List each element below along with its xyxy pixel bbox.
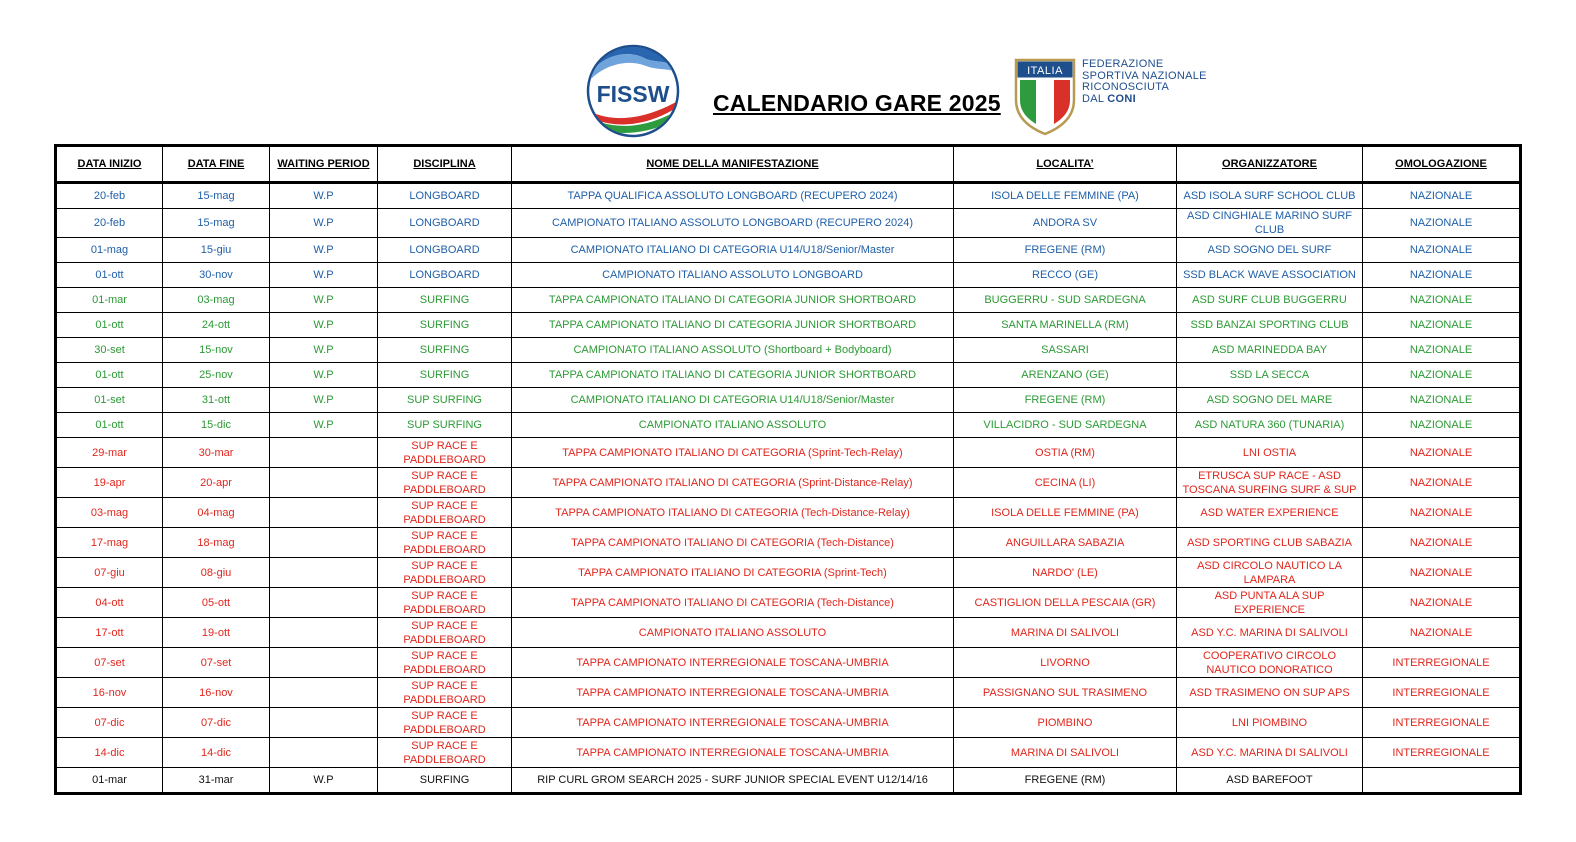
cell-waiting-period: W.P [270, 413, 378, 438]
coni-line-2: SPORTIVA NAZIONALE [1082, 69, 1207, 82]
cell-nome-manifestazione: TAPPA CAMPIONATO INTERREGIONALE TOSCANA-UMBRIA [512, 738, 954, 768]
cell-disciplina: SUP RACE E PADDLEBOARD [378, 618, 512, 648]
table-row [56, 708, 1521, 738]
cell-disciplina: SURFING [378, 313, 512, 338]
cell-data-inizio: 01-ott [56, 313, 163, 338]
table-row [56, 413, 1521, 438]
table-row [56, 678, 1521, 708]
cell-omologazione: INTERREGIONALE [1363, 648, 1521, 678]
table-row [56, 558, 1521, 588]
cell-data-fine: 15-nov [163, 338, 270, 363]
cell-disciplina: SUP RACE E PADDLEBOARD [378, 588, 512, 618]
table-row [56, 338, 1521, 363]
cell-disciplina: SUP SURFING [378, 388, 512, 413]
cell-data-inizio: 30-set [56, 338, 163, 363]
cell-localita: RECCO (GE) [954, 263, 1177, 288]
cell-localita: LIVORNO [954, 648, 1177, 678]
cell-disciplina: SUP RACE E PADDLEBOARD [378, 738, 512, 768]
col-waiting-period-header: WAITING PERIOD [270, 146, 378, 183]
cell-waiting-period: W.P [270, 388, 378, 413]
cell-waiting-period [270, 648, 378, 678]
cell-omologazione: NAZIONALE [1363, 338, 1521, 363]
cell-nome-manifestazione: CAMPIONATO ITALIANO ASSOLUTO [512, 618, 954, 648]
col-omologazione-header: OMOLOGAZIONE [1363, 146, 1521, 183]
cell-organizzatore: ASD SPORTING CLUB SABAZIA [1177, 528, 1363, 558]
cell-organizzatore: ASD CIRCOLO NAUTICO LA LAMPARA [1177, 558, 1363, 588]
cell-organizzatore: ASD WATER EXPERIENCE [1177, 498, 1363, 528]
cell-localita: VILLACIDRO - SUD SARDEGNA [954, 413, 1177, 438]
cell-data-fine: 14-dic [163, 738, 270, 768]
cell-data-inizio: 20-feb [56, 183, 163, 209]
cell-nome-manifestazione: CAMPIONATO ITALIANO ASSOLUTO LONGBOARD (RECUPERO 2024) [512, 209, 954, 238]
cell-organizzatore: LNI PIOMBINO [1177, 708, 1363, 738]
cell-waiting-period [270, 558, 378, 588]
cell-localita: CASTIGLION DELLA PESCAIA (GR) [954, 588, 1177, 618]
cell-data-inizio: 17-mag [56, 528, 163, 558]
cell-data-fine: 03-mag [163, 288, 270, 313]
cell-data-inizio: 29-mar [56, 438, 163, 468]
cell-localita: ANDORA SV [954, 209, 1177, 238]
cell-data-fine: 19-ott [163, 618, 270, 648]
cell-waiting-period: W.P [270, 209, 378, 238]
cell-data-inizio: 07-set [56, 648, 163, 678]
cell-waiting-period [270, 588, 378, 618]
cell-localita: NARDO' (LE) [954, 558, 1177, 588]
cell-localita: FREGENE (RM) [954, 238, 1177, 263]
cell-organizzatore: ETRUSCA SUP RACE - ASD TOSCANA SURFING SURF & SUP [1177, 468, 1363, 498]
cell-data-fine: 15-mag [163, 209, 270, 238]
cell-omologazione: NAZIONALE [1363, 468, 1521, 498]
cell-disciplina: SURFING [378, 288, 512, 313]
fissw-logo-text: FISSW [596, 81, 670, 107]
cell-waiting-period: W.P [270, 183, 378, 209]
cell-data-fine: 15-mag [163, 183, 270, 209]
cell-disciplina: LONGBOARD [378, 183, 512, 209]
cell-data-fine: 07-set [163, 648, 270, 678]
cell-organizzatore: ASD PUNTA ALA SUP EXPERIENCE [1177, 588, 1363, 618]
col-data-inizio-header: DATA INIZIO [56, 146, 163, 183]
cell-omologazione: NAZIONALE [1363, 388, 1521, 413]
cell-nome-manifestazione: RIP CURL GROM SEARCH 2025 - SURF JUNIOR SPECIAL EVENT U12/14/16 [512, 768, 954, 794]
cell-nome-manifestazione: CAMPIONATO ITALIANO DI CATEGORIA U14/U18/Senior/Master [512, 238, 954, 263]
cell-data-fine: 30-nov [163, 263, 270, 288]
cell-data-inizio: 14-dic [56, 738, 163, 768]
table-row [56, 288, 1521, 313]
cell-nome-manifestazione: TAPPA QUALIFICA ASSOLUTO LONGBOARD (RECUPERO 2024) [512, 183, 954, 209]
cell-omologazione: NAZIONALE [1363, 618, 1521, 648]
cell-organizzatore: SSD LA SECCA [1177, 363, 1363, 388]
cell-data-inizio: 20-feb [56, 209, 163, 238]
cell-omologazione: NAZIONALE [1363, 263, 1521, 288]
coni-line-3: RICONOSCIUTA [1082, 81, 1170, 93]
cell-disciplina: LONGBOARD [378, 209, 512, 238]
cell-omologazione: NAZIONALE [1363, 498, 1521, 528]
cell-omologazione [1363, 768, 1521, 794]
cell-disciplina: SUP RACE E PADDLEBOARD [378, 708, 512, 738]
table-row [56, 363, 1521, 388]
cell-data-fine: 25-nov [163, 363, 270, 388]
cell-organizzatore: ASD CINGHIALE MARINO SURF CLUB [1177, 209, 1363, 238]
cell-localita: OSTIA (RM) [954, 438, 1177, 468]
cell-disciplina: SURFING [378, 768, 512, 794]
cell-data-inizio: 19-apr [56, 468, 163, 498]
cell-omologazione: NAZIONALE [1363, 238, 1521, 263]
coni-line-4-bold: CONI [1107, 92, 1136, 105]
cell-localita: CECINA (LI) [954, 468, 1177, 498]
cell-nome-manifestazione: CAMPIONATO ITALIANO ASSOLUTO (Shortboard + Bodyboard) [512, 338, 954, 363]
cell-disciplina: LONGBOARD [378, 238, 512, 263]
page-title: CALENDARIO GARE 2025 [713, 90, 1001, 116]
cell-nome-manifestazione: TAPPA CAMPIONATO ITALIANO DI CATEGORIA (Sprint-Distance-Relay) [512, 468, 954, 498]
cell-organizzatore: ASD SURF CLUB BUGGERRU [1177, 288, 1363, 313]
cell-omologazione: NAZIONALE [1363, 438, 1521, 468]
cell-nome-manifestazione: TAPPA CAMPIONATO INTERREGIONALE TOSCANA-UMBRIA [512, 678, 954, 708]
cell-organizzatore: ASD ISOLA SURF SCHOOL CLUB [1177, 183, 1363, 209]
cell-nome-manifestazione: TAPPA CAMPIONATO INTERREGIONALE TOSCANA-UMBRIA [512, 708, 954, 738]
cell-omologazione: NAZIONALE [1363, 413, 1521, 438]
cell-waiting-period [270, 468, 378, 498]
col-data-fine-header: DATA FINE [163, 146, 270, 183]
cell-data-inizio: 04-ott [56, 588, 163, 618]
cell-localita: ISOLA DELLE FEMMINE (PA) [954, 183, 1177, 209]
cell-nome-manifestazione: TAPPA CAMPIONATO ITALIANO DI CATEGORIA JUNIOR SHORTBOARD [512, 288, 954, 313]
cell-organizzatore: SSD BANZAI SPORTING CLUB [1177, 313, 1363, 338]
cell-waiting-period [270, 738, 378, 768]
table-row [56, 768, 1521, 794]
coni-logo [1014, 58, 1214, 138]
cell-data-fine: 04-mag [163, 498, 270, 528]
cell-data-inizio: 01-mag [56, 238, 163, 263]
table-row [56, 209, 1521, 238]
table-row [56, 738, 1521, 768]
cell-data-fine: 15-dic [163, 413, 270, 438]
cell-nome-manifestazione: TAPPA CAMPIONATO ITALIANO DI CATEGORIA JUNIOR SHORTBOARD [512, 363, 954, 388]
cell-data-fine: 08-giu [163, 558, 270, 588]
cell-waiting-period: W.P [270, 263, 378, 288]
cell-organizzatore: ASD Y.C. MARINA DI SALIVOLI [1177, 738, 1363, 768]
calendar-table [54, 144, 1522, 795]
cell-disciplina: SUP RACE E PADDLEBOARD [378, 468, 512, 498]
cell-disciplina: SUP RACE E PADDLEBOARD [378, 528, 512, 558]
cell-nome-manifestazione: CAMPIONATO ITALIANO ASSOLUTO LONGBOARD [512, 263, 954, 288]
cell-data-inizio: 01-ott [56, 263, 163, 288]
cell-data-inizio: 01-mar [56, 768, 163, 794]
cell-disciplina: SUP RACE E PADDLEBOARD [378, 678, 512, 708]
cell-localita: MARINA DI SALIVOLI [954, 738, 1177, 768]
cell-data-inizio: 17-ott [56, 618, 163, 648]
col-localita-header: LOCALITA’ [954, 146, 1177, 183]
cell-data-fine: 15-giu [163, 238, 270, 263]
cell-localita: BUGGERRU - SUD SARDEGNA [954, 288, 1177, 313]
cell-data-inizio: 07-giu [56, 558, 163, 588]
cell-omologazione: NAZIONALE [1363, 558, 1521, 588]
cell-disciplina: SURFING [378, 363, 512, 388]
col-disciplina-header: DISCIPLINA [378, 146, 512, 183]
table-row [56, 263, 1521, 288]
cell-disciplina: SUP RACE E PADDLEBOARD [378, 438, 512, 468]
cell-waiting-period [270, 438, 378, 468]
cell-disciplina: SUP SURFING [378, 413, 512, 438]
cell-data-inizio: 01-mar [56, 288, 163, 313]
cell-waiting-period [270, 618, 378, 648]
cell-omologazione: NAZIONALE [1363, 528, 1521, 558]
cell-omologazione: NAZIONALE [1363, 588, 1521, 618]
cell-data-inizio: 01-ott [56, 413, 163, 438]
cell-data-fine: 24-ott [163, 313, 270, 338]
cell-nome-manifestazione: TAPPA CAMPIONATO ITALIANO DI CATEGORIA (Tech-Distance) [512, 588, 954, 618]
cell-omologazione: NAZIONALE [1363, 209, 1521, 238]
table-body [56, 183, 1521, 794]
cell-omologazione: NAZIONALE [1363, 313, 1521, 338]
italia-shield-icon [1014, 58, 1076, 136]
cell-data-inizio: 01-ott [56, 363, 163, 388]
table-row [56, 528, 1521, 558]
cell-omologazione: INTERREGIONALE [1363, 708, 1521, 738]
cell-organizzatore: LNI OSTIA [1177, 438, 1363, 468]
coni-text [1082, 59, 1207, 105]
table-row [56, 238, 1521, 263]
table-row [56, 648, 1521, 678]
cell-localita: PIOMBINO [954, 708, 1177, 738]
table-row [56, 438, 1521, 468]
cell-data-fine: 07-dic [163, 708, 270, 738]
table-row [56, 588, 1521, 618]
cell-waiting-period [270, 678, 378, 708]
col-organizzatore-header: ORGANIZZATORE [1177, 146, 1363, 183]
table-row [56, 388, 1521, 413]
fissw-logo [584, 44, 682, 138]
cell-localita: MARINA DI SALIVOLI [954, 618, 1177, 648]
cell-localita: PASSIGNANO SUL TRASIMENO [954, 678, 1177, 708]
cell-nome-manifestazione: TAPPA CAMPIONATO ITALIANO DI CATEGORIA (Sprint-Tech) [512, 558, 954, 588]
cell-organizzatore: ASD SOGNO DEL SURF [1177, 238, 1363, 263]
table-row [56, 468, 1521, 498]
cell-disciplina: SUP RACE E PADDLEBOARD [378, 498, 512, 528]
cell-localita: SANTA MARINELLA (RM) [954, 313, 1177, 338]
cell-organizzatore: ASD MARINEDDA BAY [1177, 338, 1363, 363]
cell-data-inizio: 03-mag [56, 498, 163, 528]
cell-omologazione: NAZIONALE [1363, 363, 1521, 388]
cell-localita: ISOLA DELLE FEMMINE (PA) [954, 498, 1177, 528]
cell-omologazione: INTERREGIONALE [1363, 738, 1521, 768]
cell-disciplina: SURFING [378, 338, 512, 363]
cell-nome-manifestazione: TAPPA CAMPIONATO ITALIANO DI CATEGORIA (Sprint-Tech-Relay) [512, 438, 954, 468]
cell-organizzatore: ASD NATURA 360 (TUNARIA) [1177, 413, 1363, 438]
cell-waiting-period: W.P [270, 313, 378, 338]
cell-localita: SASSARI [954, 338, 1177, 363]
cell-omologazione: NAZIONALE [1363, 288, 1521, 313]
cell-organizzatore: ASD SOGNO DEL MARE [1177, 388, 1363, 413]
cell-nome-manifestazione: TAPPA CAMPIONATO ITALIANO DI CATEGORIA (Tech-Distance) [512, 528, 954, 558]
cell-nome-manifestazione: TAPPA CAMPIONATO ITALIANO DI CATEGORIA (Tech-Distance-Relay) [512, 498, 954, 528]
cell-data-fine: 05-ott [163, 588, 270, 618]
cell-waiting-period: W.P [270, 238, 378, 263]
cell-disciplina: LONGBOARD [378, 263, 512, 288]
cell-organizzatore: ASD TRASIMENO ON SUP APS [1177, 678, 1363, 708]
coni-badge-text: ITALIA [1027, 65, 1063, 77]
cell-data-fine: 20-apr [163, 468, 270, 498]
table-row [56, 498, 1521, 528]
cell-waiting-period: W.P [270, 288, 378, 313]
cell-data-inizio: 16-nov [56, 678, 163, 708]
cell-waiting-period: W.P [270, 768, 378, 794]
table-row [56, 313, 1521, 338]
cell-waiting-period [270, 528, 378, 558]
table-row [56, 618, 1521, 648]
cell-omologazione: NAZIONALE [1363, 183, 1521, 209]
cell-localita: FREGENE (RM) [954, 388, 1177, 413]
cell-localita: FREGENE (RM) [954, 768, 1177, 794]
cell-data-inizio: 01-set [56, 388, 163, 413]
cell-waiting-period [270, 708, 378, 738]
col-nome-manifestazione-header: NOME DELLA MANIFESTAZIONE [512, 146, 954, 183]
cell-disciplina: SUP RACE E PADDLEBOARD [378, 648, 512, 678]
cell-data-fine: 18-mag [163, 528, 270, 558]
table-row [56, 183, 1521, 209]
cell-data-fine: 30-mar [163, 438, 270, 468]
table-header-row [56, 146, 1521, 183]
cell-organizzatore: ASD BAREFOOT [1177, 768, 1363, 794]
cell-data-fine: 31-mar [163, 768, 270, 794]
coni-line-4-prefix: DAL [1082, 92, 1104, 105]
cell-nome-manifestazione: TAPPA CAMPIONATO INTERREGIONALE TOSCANA-UMBRIA [512, 648, 954, 678]
cell-waiting-period [270, 498, 378, 528]
coni-line-4 [1082, 94, 1207, 106]
cell-data-fine: 31-ott [163, 388, 270, 413]
cell-localita: ANGUILLARA SABAZIA [954, 528, 1177, 558]
cell-organizzatore: SSD BLACK WAVE ASSOCIATION [1177, 263, 1363, 288]
cell-nome-manifestazione: CAMPIONATO ITALIANO ASSOLUTO [512, 413, 954, 438]
cell-organizzatore: ASD Y.C. MARINA DI SALIVOLI [1177, 618, 1363, 648]
cell-nome-manifestazione: CAMPIONATO ITALIANO DI CATEGORIA U14/U18/Senior/Master [512, 388, 954, 413]
cell-nome-manifestazione: TAPPA CAMPIONATO ITALIANO DI CATEGORIA JUNIOR SHORTBOARD [512, 313, 954, 338]
cell-waiting-period: W.P [270, 363, 378, 388]
cell-disciplina: SUP RACE E PADDLEBOARD [378, 558, 512, 588]
cell-data-inizio: 07-dic [56, 708, 163, 738]
cell-omologazione: INTERREGIONALE [1363, 678, 1521, 708]
cell-waiting-period: W.P [270, 338, 378, 363]
coni-line-1: FEDERAZIONE [1082, 58, 1164, 70]
cell-organizzatore: COOPERATIVO CIRCOLO NAUTICO DONORATICO [1177, 648, 1363, 678]
cell-data-fine: 16-nov [163, 678, 270, 708]
cell-localita: ARENZANO (GE) [954, 363, 1177, 388]
